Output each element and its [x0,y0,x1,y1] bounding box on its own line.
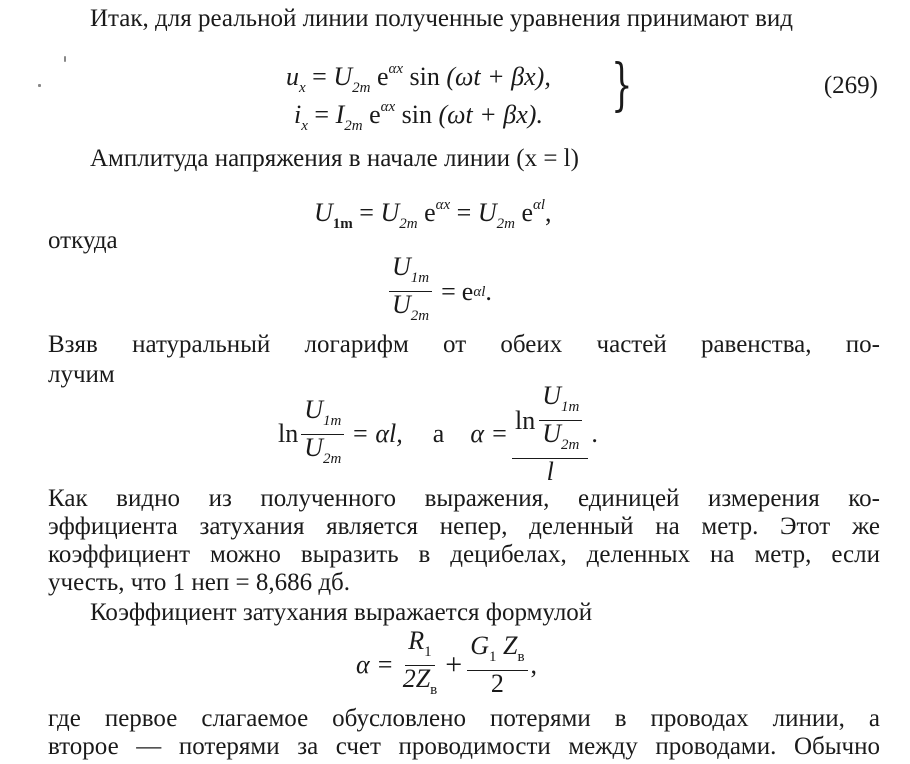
equation-amplitude: $U_{1m} = U_{2m}$ $e^{\alpha x} = U_{2m}$ $e^{\alpha l}$, [314,197,552,232]
scan-speck [38,84,41,87]
paragraph-units-line4: учесть, что 1 неп = 8,686 дб. [48,569,351,596]
paragraph-terms-line1: где первое слагаемое обусловлено потерями в проводах линии, а [48,705,880,732]
fraction-alpha: ln $\frac{U_{1m}}{U_{2m}}$ l [512,383,588,485]
equation-269-row2: $i_x = I_{2m}$ $e^{\alpha x}$ sin (ωt + βx). [294,99,543,134]
fraction-ratio: $\frac{U_{1m}}{U_{2m}}$ [389,254,432,329]
paragraph-log-line2: лучим [48,361,115,388]
paragraph-units-line3: коэффициент можно выразить в децибелах, деленных на метр, если [48,541,880,568]
paragraph-amplitude: Амплитуда напряжения в начале линии (x = l) [90,145,579,172]
paragraph-terms-line2: второе — потерями за счет проводимости между проводами. Обычно [48,733,880,760]
paragraph-units-line1: Как видно из полученного выражения, единицей измерения ко- [48,485,880,512]
fraction-g: $\frac{G_1 Z_в}{2}$ [467,633,527,697]
fraction-r: $\frac{R_1}{2Z_в}$ [402,625,438,698]
paragraph-intro: Итак, для реальной линии полученные уравнения принимают вид [90,5,793,32]
equation-brace: } [611,53,633,118]
fraction-ln: $\frac{U_{1m}}{U_{2m}}$ [301,397,344,472]
equation-269-row1: $u_x = U_{2m}$ $e^{\alpha x}$ sin (ωt + βx), [286,61,551,96]
equation-alpha: α = $\frac{R_1}{2Z_в}$ + $\frac{G_1 Z_в}{2}$ , [356,632,537,698]
equation-number: (269) [823,72,878,99]
equation-ratio: $\frac{U_{1m}}{U_{2m}}$ = e αl . [386,254,492,329]
paragraph-whence: откуда [48,227,118,254]
equation-ln: ln $\frac{U_{1m}}{U_{2m}}$ = αl, а α = ln $\frac{U_{1m}}{U_{2m}}$ l . [278,381,598,486]
scan-speck [64,56,66,62]
paragraph-formula-intro: Коэффициент затухания выражается формулой [90,599,593,626]
paragraph-log-line1: Взяв натуральный логарифм от обеих частей равенства, по- [48,331,880,358]
paragraph-units-line2: эффициента затухания является непер, деленный на метр. Этот же [48,513,880,540]
